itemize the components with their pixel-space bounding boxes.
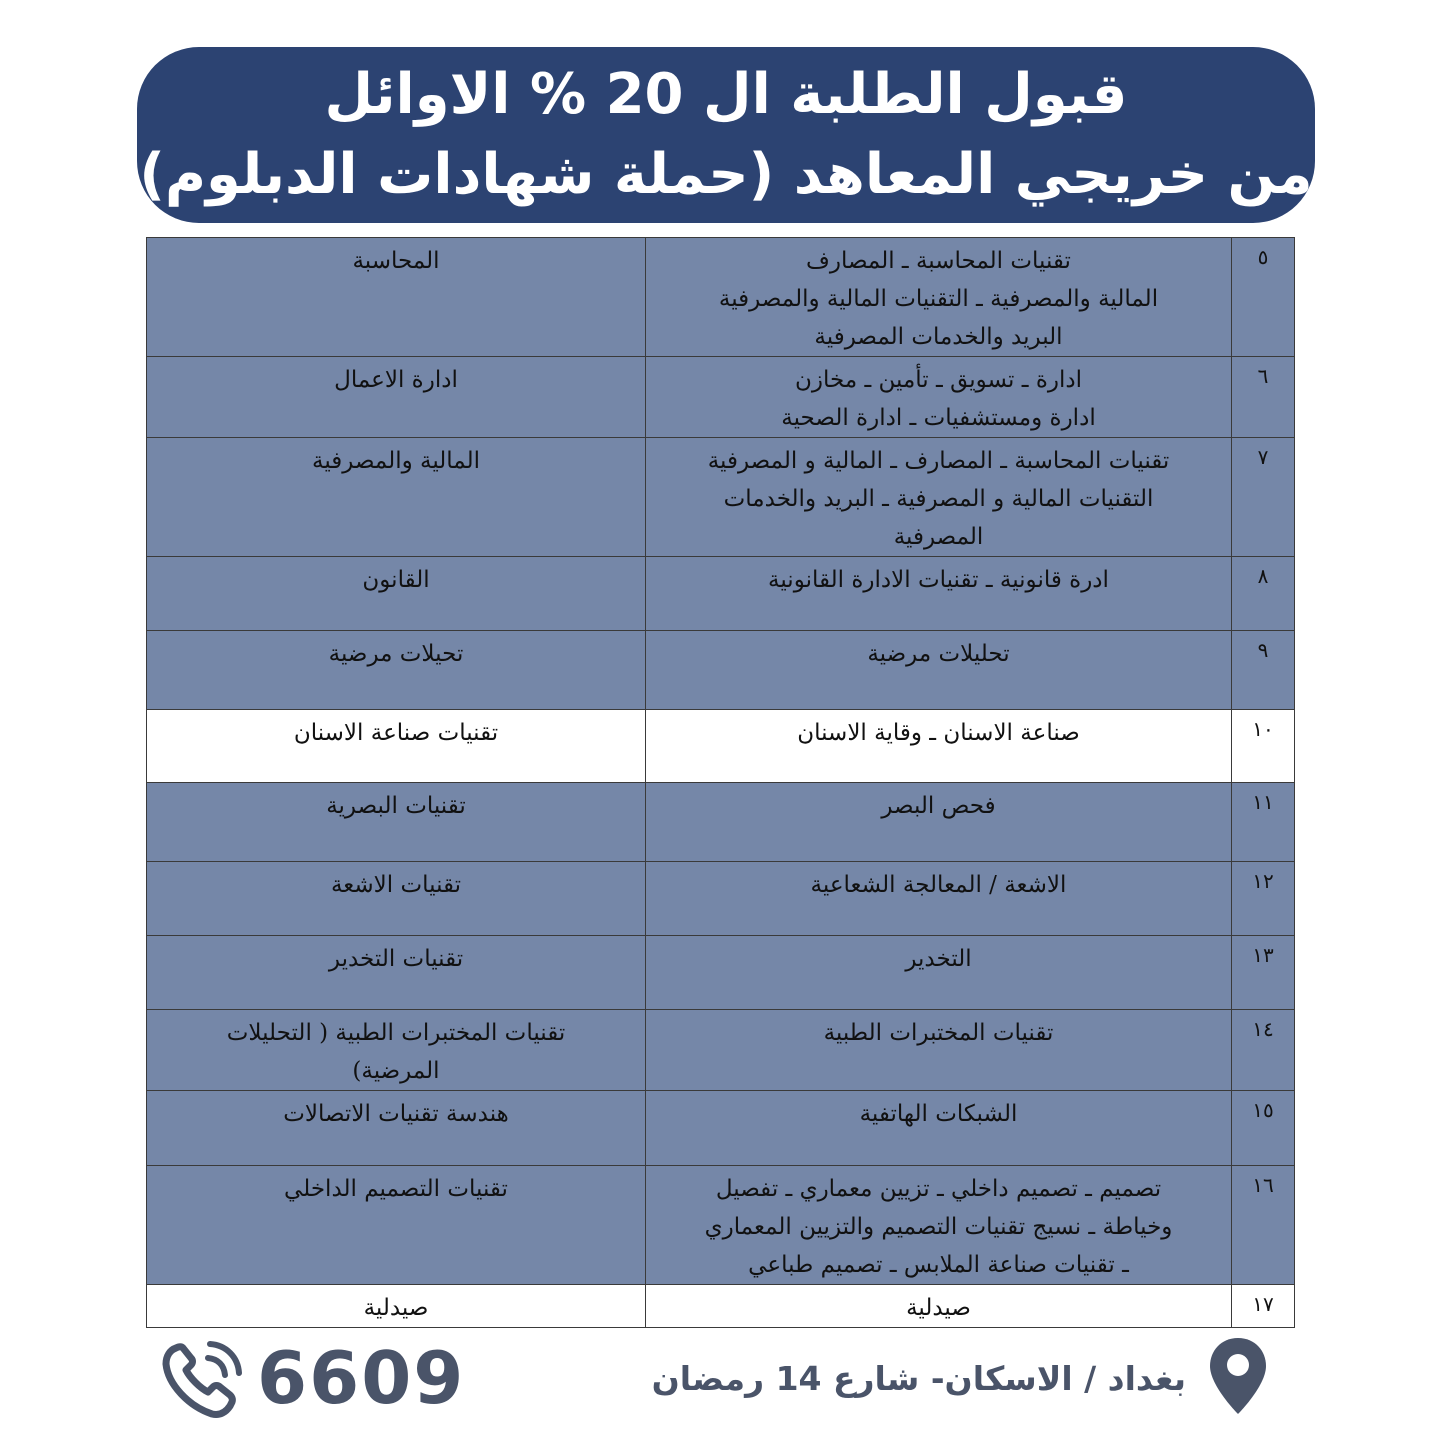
row-number-cell: ١٦ bbox=[1232, 1166, 1295, 1285]
department-cell: تقنيات صناعة الاسنان bbox=[147, 710, 646, 783]
table-row bbox=[147, 557, 1295, 631]
table-row bbox=[147, 1166, 1295, 1285]
table-row bbox=[147, 1010, 1295, 1091]
courses-cell: ادارة ـ تسويق ـ تأمين ـ مخازن ادارة ومستشفيات ـ ادارة الصحية bbox=[646, 357, 1232, 438]
row-number-cell: ١٥ bbox=[1232, 1091, 1295, 1166]
table-row bbox=[147, 238, 1295, 357]
department-cell: تقنيات التخدير bbox=[147, 936, 646, 1010]
row-number-cell: ١٧ bbox=[1232, 1285, 1295, 1328]
table-row bbox=[147, 936, 1295, 1010]
row-number-cell: ١٢ bbox=[1232, 862, 1295, 936]
table-row bbox=[147, 862, 1295, 936]
title-line-1: قبول الطلبة ال 20 % الاوائل bbox=[324, 62, 1128, 127]
row-number-cell: ١٣ bbox=[1232, 936, 1295, 1010]
department-cell: تقنيات التصميم الداخلي bbox=[147, 1166, 646, 1285]
row-number-cell: ٦ bbox=[1232, 357, 1295, 438]
table-row bbox=[147, 357, 1295, 438]
table-row bbox=[147, 1285, 1295, 1328]
department-cell: تقنيات البصرية bbox=[147, 783, 646, 862]
courses-cell: تحليلات مرضية bbox=[646, 631, 1232, 710]
departments-table bbox=[146, 237, 1295, 1328]
courses-cell: صيدلية bbox=[646, 1285, 1232, 1328]
row-number-cell: ٨ bbox=[1232, 557, 1295, 631]
row-number-cell: ١١ bbox=[1232, 783, 1295, 862]
departments-table-wrapper bbox=[146, 237, 1294, 1328]
title-banner bbox=[137, 47, 1315, 223]
department-cell: المحاسبة bbox=[147, 238, 646, 357]
courses-cell: فحص البصر bbox=[646, 783, 1232, 862]
courses-cell: تقنيات المحاسبة ـ المصارف ـ المالية و المصرفية التقنيات المالية و المصرفية ـ البريد والخدمات المصرفية bbox=[646, 438, 1232, 557]
row-number-cell: ٥ bbox=[1232, 238, 1295, 357]
courses-cell: الاشعة / المعالجة الشعاعية bbox=[646, 862, 1232, 936]
phone-number[interactable]: 6609 bbox=[257, 1336, 466, 1420]
table-row bbox=[147, 710, 1295, 783]
footer bbox=[0, 1330, 1440, 1420]
courses-cell: تقنيات المحاسبة ـ المصارف المالية والمصرفية ـ التقنيات المالية والمصرفية البريد والخدمات المصرفية bbox=[646, 238, 1232, 357]
row-number-cell: ٧ bbox=[1232, 438, 1295, 557]
department-cell: المالية والمصرفية bbox=[147, 438, 646, 557]
title-line-2: من خريجي المعاهد (حملة شهادات الدبلوم) bbox=[139, 142, 1313, 207]
department-cell: ادارة الاعمال bbox=[147, 357, 646, 438]
courses-cell: تصميم ـ تصميم داخلي ـ تزيين معماري ـ تفصيل وخياطة ـ نسيج تقنيات التصميم والتزيين المعماري ـ تقنيات صناعة الملابس ـ تصميم طباعي bbox=[646, 1166, 1232, 1285]
department-cell: تحيلات مرضية bbox=[147, 631, 646, 710]
table-row bbox=[147, 438, 1295, 557]
department-cell: القانون bbox=[147, 557, 646, 631]
department-cell: تقنيات المختبرات الطبية ( التحليلات المرضية) bbox=[147, 1010, 646, 1091]
table-row bbox=[147, 783, 1295, 862]
table-row bbox=[147, 1091, 1295, 1166]
phone-icon bbox=[162, 1340, 244, 1420]
row-number-cell: ١٠ bbox=[1232, 710, 1295, 783]
row-number-cell: ١٤ bbox=[1232, 1010, 1295, 1091]
courses-cell: التخدير bbox=[646, 936, 1232, 1010]
row-number-cell: ٩ bbox=[1232, 631, 1295, 710]
courses-cell: ادرة قانونية ـ تقنيات الادارة القانونية bbox=[646, 557, 1232, 631]
department-cell: تقنيات الاشعة bbox=[147, 862, 646, 936]
courses-cell: تقنيات المختبرات الطبية bbox=[646, 1010, 1232, 1091]
location-pin-icon bbox=[1206, 1336, 1270, 1416]
table-body bbox=[147, 238, 1295, 1328]
courses-cell: صناعة الاسنان ـ وقاية الاسنان bbox=[646, 710, 1232, 783]
department-cell: هندسة تقنيات الاتصالات bbox=[147, 1091, 646, 1166]
courses-cell: الشبكات الهاتفية bbox=[646, 1091, 1232, 1166]
address-text: بغداد / الاسكان- شارع 14 رمضان bbox=[651, 1359, 1186, 1398]
table-row bbox=[147, 631, 1295, 710]
department-cell: صيدلية bbox=[147, 1285, 646, 1328]
